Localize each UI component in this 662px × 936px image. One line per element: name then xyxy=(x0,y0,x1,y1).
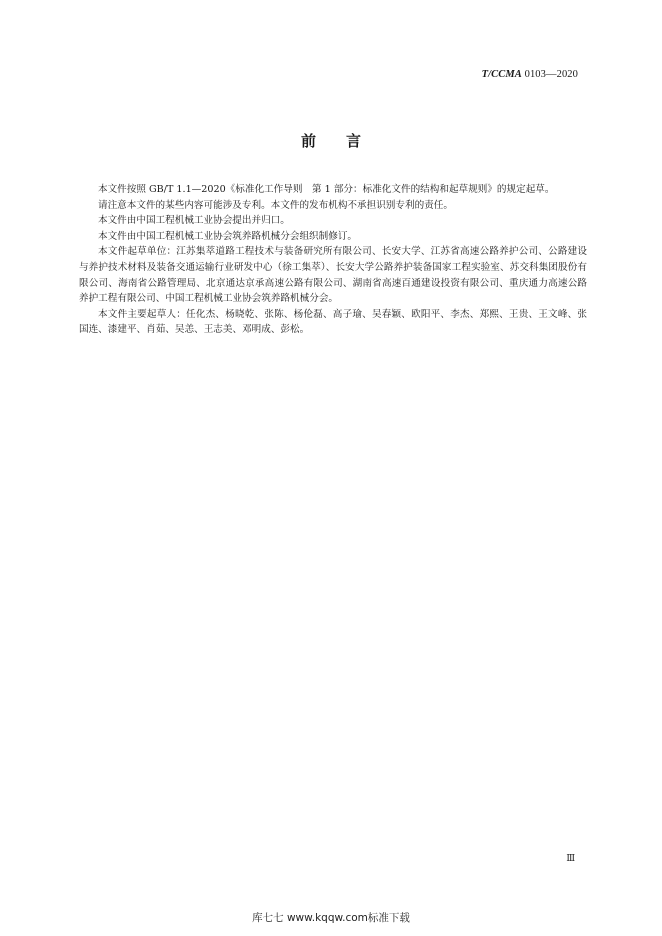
standard-code xyxy=(482,69,578,80)
page-number: Ⅲ xyxy=(566,853,575,863)
standard-code-number: 0103—2020 xyxy=(521,69,578,80)
paragraph-proposer: 本文件由中国工程机械工业协会提出并归口。 xyxy=(98,215,290,227)
watermark-footer: 库七七 www.kqqw.com标准下载 xyxy=(252,912,410,924)
paragraph-patent-notice: 请注意本文件的某些内容可能涉及专利。本文件的发布机构不承担识别专利的责任。 xyxy=(98,199,453,211)
standard-code-prefix: T/CCMA xyxy=(481,69,522,80)
paragraph-drafting-units: 本文件起草单位：江苏集萃道路工程技术与装备研究所有限公司、长安大学、江苏省高速公路养护公司、公路建设与养护技术材料及装备交通运输行业研发中心（徐工集萃）、长安大学公路养护装备国家工程实验室、苏交科集团股份有限公司、海南省公路管理局、北京通达京承高速公路有限公司、湖南省高速百通建设投资有限公司、重庆通力高速公路养护工程有限公司、中国工程机械工业协会筑养路机械分会。 xyxy=(79,246,587,305)
page-title: 前言 xyxy=(300,132,391,150)
paragraph-drafting-rules: 本文件按照 GB/T 1.1—2020《标准化工作导则 第 1 部分：标准化文件的结构和起草规则》的规定起草。 xyxy=(98,184,555,195)
paragraph-drafters: 本文件主要起草人：任化杰、杨晓乾、张陈、杨伦磊、高子瑜、吴春颖、欧阳平、李杰、郑熙、王贵、王文峰、张国连、漆建平、肖茹、吴恙、王志美、邓明成、彭松。 xyxy=(79,308,587,336)
foreword-body xyxy=(79,182,587,338)
paragraph-organizer: 本文件由中国工程机械工业协会筑养路机械分会组织制修订。 xyxy=(98,230,358,242)
